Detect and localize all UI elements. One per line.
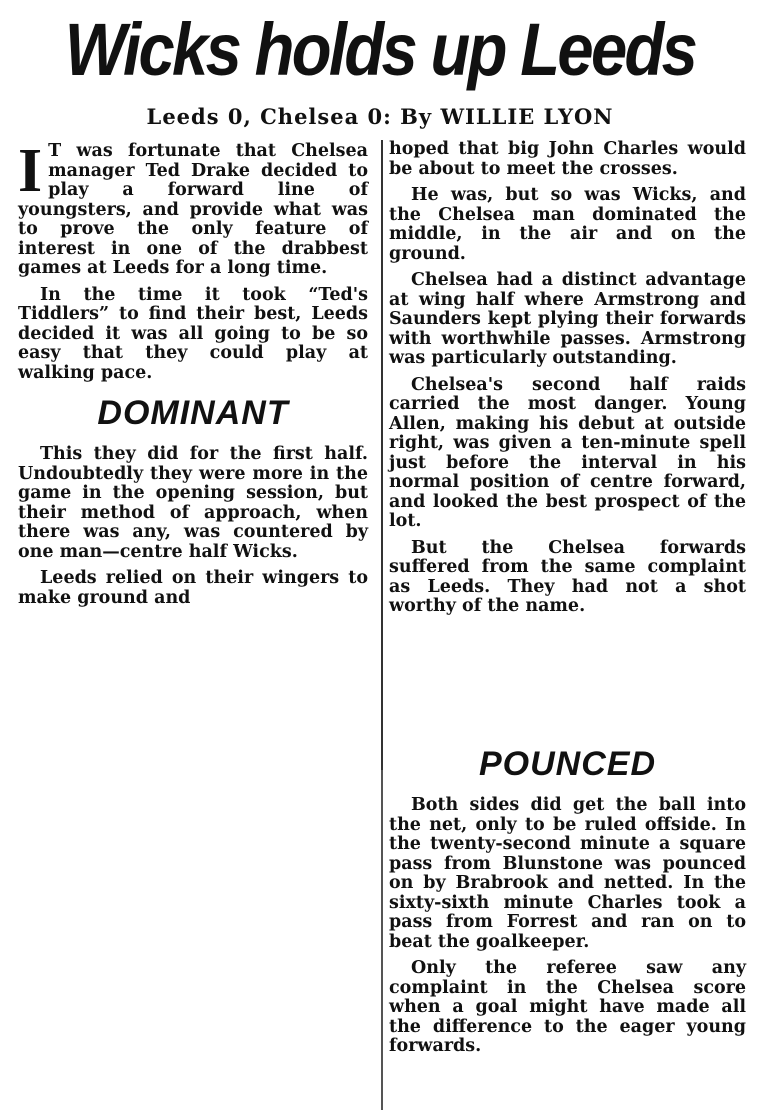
paragraph-8: Chelsea's second half raids carried the most danger. Young Allen, making his debut at outside right, was given a ten-minute spell just before the interval in his normal position of centre forward, and looked the best prospect of the lot.	[389, 374, 746, 531]
paragraph-1	[18, 137, 368, 279]
paragraph-5-continued: hoped that big John Charles would be about to meet the crosses.	[389, 139, 746, 179]
headline: Wicks holds up Leeds	[64, 8, 696, 91]
left-column	[18, 137, 368, 615]
paragraph-3: This they did for the first half. Undoubtedly they were more in the game in the opening session, but their method of approach, when there was any, was countered by one man—centre half Wicks.	[18, 444, 368, 562]
right-column-bottom	[389, 745, 746, 1064]
paragraph-11: Only the referee saw any complaint in the Chelsea score when a goal might have made all the difference to the eager young forwards.	[389, 958, 746, 1056]
paragraph-4: Leeds relied on their wingers to make ground and	[18, 568, 368, 608]
column-divider-top	[381, 140, 383, 770]
drop-cap: I	[18, 137, 43, 205]
subhead-dominant: DOMINANT	[97, 394, 289, 432]
paragraph-2: In the time it took “Ted's Tiddlers” to find their best, Leeds decided it was all going to be so easy that they could play at walking pace.	[18, 284, 368, 383]
paragraph-9: But the Chelsea forwards suffered from the same complaint as Leeds. They had not a shot worthy of the name.	[389, 537, 746, 616]
paragraph-6: He was, but so was Wicks, and the Chelsea man dominated the middle, in the air and on the ground.	[389, 185, 746, 264]
subhead-pounced: POUNCED	[478, 745, 657, 783]
paragraph-7: Chelsea had a distinct advantage at wing half where Armstrong and Saunders kept plying their forwards with worthwhile passes. Armstrong was particularly outstanding.	[389, 270, 746, 368]
paragraph-10: Both sides did get the ball into the net, only to be ruled offside. In the twenty-second minute a square pass from Blunstone was pounced on by Brabrook and netted. In the sixty-sixth minute Charles took a pass from Forrest and ran on to beat the goalkeeper.	[389, 795, 746, 952]
column-divider-bottom	[381, 770, 383, 1110]
byline: Leeds 0, Chelsea 0: By WILLIE LYON	[146, 104, 614, 129]
right-column	[389, 140, 746, 624]
paragraph-1-text: T was fortunate that Chelsea manager Ted Drake decided to play a forward line of youngsters, and provide what was to prove the only feature of interest in one of the drabbest games at Leeds for a long time.	[18, 141, 368, 278]
